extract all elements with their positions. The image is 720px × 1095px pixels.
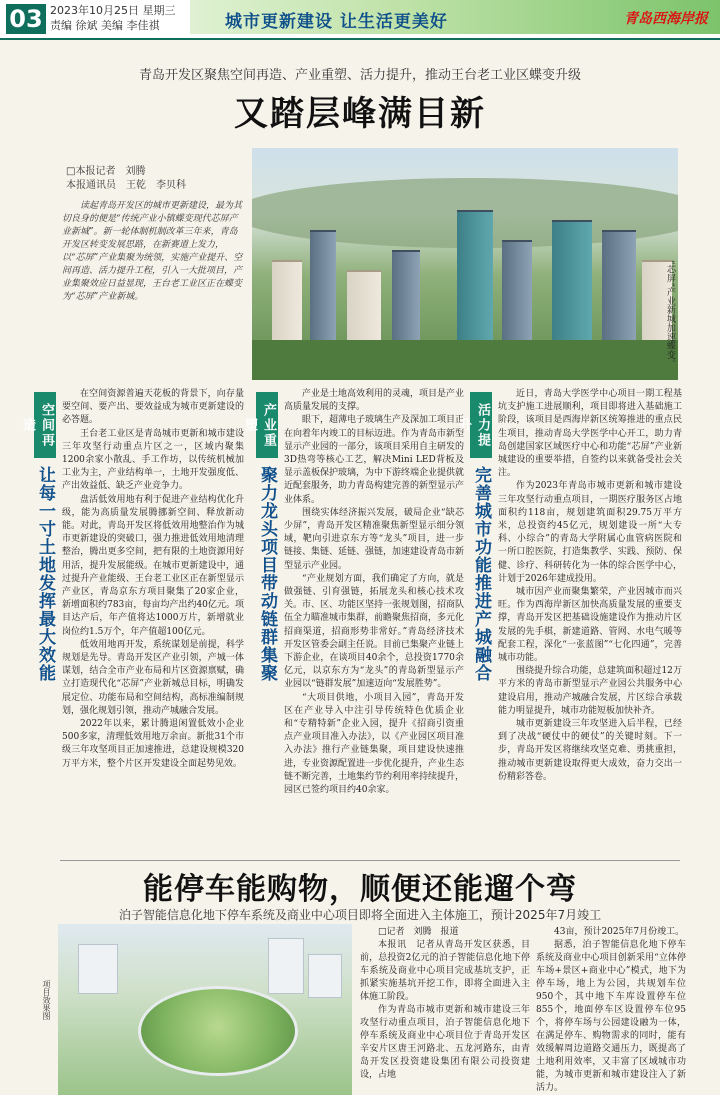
render-caption: 项目效果图 (42, 980, 51, 1020)
photo-greenery (252, 340, 678, 380)
render-building (78, 944, 118, 994)
paragraph: “大项目供地，小项目入园”，青岛开发区在产业导入中注引导传统特色优质企业和“专精特新”企业入园，提升《招商引资重点产业项目准入办法》，以《产业园区项目准入办法》推行产业链集聚，项目建设快速推进，专业资源配置进一步优化提升，产业生态链不断完善，土地集约节约利用率持续提升，园区已签约项目约40余家。 (284, 692, 464, 796)
paragraph: 城市因产业而聚集繁荣，产业因城市而兴旺。作为西海岸新区加快高质量发展的重要支撑，青岛开发区把基础设施建设作为推动片区发展的先手棋，新建道路、管网、水电气暖等配套工程，深化“一张蓝图”“七化四通”，完善城市功能。 (498, 587, 682, 664)
byline-correspondents: 本报通讯员 王乾 李贝科 (66, 180, 186, 191)
section-slogan: 城市更新建设 让生活更美好 (225, 12, 448, 32)
masthead (0, 0, 720, 40)
paragraph: 低效用地再开发，系统谋划是前提，科学规划是先导。青岛开发区产业引领，产城一体谋划，结合全市产业布局和片区资源禀赋，确立打造现代化“芯屏”产业新城总目标，明确发展定位、功能布局和空间结构，高标准编制规划，强化规划引领，推动产城融合发展。 (62, 639, 244, 716)
paragraph: 近日，青岛大学医学中心项目一期工程基坑支护施工进展顺利，项目即将进入基础施工阶段，该项目是西海岸新区统筹推进的重点民生项目，推动青岛大学医学中心开工，助力青岛创建国家区域医疗中心和功能“芯屏”产业新城建设的重要举措，自签约以来就备受社会关注。 (498, 389, 682, 479)
paragraph: 产业是土地高效利用的灵魂，项目是产业高质量发展的支撑。 (284, 389, 464, 413)
article-kicker: 青岛开发区聚焦空间再造、产业重塑、活力提升，推动王台老工业区蝶变升级 (138, 68, 581, 83)
render-building (268, 938, 304, 994)
paragraph: 王台老工业区是青岛城市更新和城市建设三年攻坚行动重点片区之一，区域内聚集1200余家小散乱、手工作坊，以传统机械加工业为主，产业结构单一，土地开发强度低、产出效益低、缺乏产业竞争力。 (62, 428, 244, 492)
article-divider (60, 860, 680, 861)
date-line: 2023年10月25日 星期三 (50, 4, 176, 17)
paragraph: 据悉，泊子智能信息化地下停车系统及商业中心项目创新采用“立体停车场+景区+商业中心”模式，地下为停车场，地上为公园，共规划车位950个，其中地下车库设置停车位855个，地面停车区设置停车位95个，将停车场与公园建设融为一体，在满足停车、购物需求的同时，能有效缓解周边道路交通压力，既提高了土地利用效率，又丰富了区域城市功能，为城市更新和城市建设注入了新活力。 (536, 940, 686, 1092)
paragraph: 围绕实体经济振兴发展，破局企业“缺芯少屏”，青岛开发区精准聚焦新型显示细分领域，靶向引进京东方等“龙头”项目，进一步链接、集链、延链、强链，加速建设青岛市新型显示产业园。 (284, 507, 464, 571)
editors-line: 责编 徐斌 美编 李佳祺 (50, 19, 160, 32)
article2-column-2 (536, 926, 686, 1092)
article2-byline: □记者 刘腾 报道 (378, 927, 459, 937)
article-byline (66, 165, 186, 193)
paragraph: 43亩，预计2025年7月份竣工。 (554, 927, 685, 937)
article2-deck: 泊子智能信息化地下停车系统及商业中心项目即将全面进入主体施工，预计2025年7月竣工 (118, 908, 602, 922)
column-industry (284, 388, 464, 854)
paragraph: 盘活低效用地有利于促进产业结构优化升级，能为高质量发展腾挪新空间、释放新动能。对此，青岛开发区将低效用地整治作为城市更新建设的突破口，强力推进低效用地清理整治，腾出更多空间，把有限的土地资源用好用活，提升发展能级。在城市更新建设中，通过提升产业能级、王台老工业区正在新型显示产业区，青岛京东方项目聚集了20家企业，新增面积约783亩，每亩均产出约40亿元。项目达产后，年产值将达1000万片，新增就业岗位约1.5万个，年产值超100亿元。 (62, 494, 244, 637)
paragraph: 作为青岛市城市更新和城市建设三年攻坚行动重点项目，泊子智能信息化地下停车系统及商业中心项目位于青岛开发区辛安片区唐王河路北、五龙河路东，由青岛开发区投资建设集团有限公司投资建设，占地 (360, 1005, 530, 1080)
paragraph: 本报讯 记者从青岛开发区获悉，目前，总投资2亿元的泊子智能信息化地下停车系统及商业中心项目完成基坑支护，正抓紧实施基坑开挖工作，即将全面进入主体施工阶段。 (360, 940, 530, 1002)
project-rendering (58, 924, 352, 1095)
page-number: 03 (6, 4, 46, 34)
paragraph: 在空间资源普遍天花板的背景下，向存量要空间、要产出、要效益成为城市更新建设的必答题。 (62, 389, 244, 426)
byline-reporter: □本报记者 刘腾 (66, 166, 146, 177)
article-headline: 又踏层峰满目新 (234, 94, 486, 134)
render-green-dome (138, 986, 298, 1076)
subhead-industry: 聚力龙头项目带动链群集聚 (257, 466, 277, 682)
newspaper-brand: 青岛西海岸报 (624, 11, 708, 27)
paragraph: 眼下，超薄电子玻璃生产及深加工项目正在向着年内竣工的目标迈进。作为青岛市新型显示产业园的一部分，该项目采用自主研发的3D热弯等核心工艺，解决Mini LED背板及显示盖板保护玻璃，为中下游终端企业提供就近配套服务，助力青岛构建完善的新型显示产业体系。 (284, 415, 464, 505)
photo-caption: “芯屏”产业新城加速蝶变。 (665, 260, 675, 369)
masthead-divider (0, 38, 720, 40)
masthead-meta (50, 3, 176, 33)
article2-headline: 能停车能购物，顺便还能遛个弯 (143, 872, 577, 907)
column-vitality (498, 388, 682, 854)
paragraph: 围绕提升综合功能，总建筑面积超过12万平方米的青岛市新型显示产业园公共服务中心建设启用，推动产城融合发展，片区综合承载能力明显提升，城市功能短板加快补齐。 (498, 666, 682, 716)
paragraph: 作为2023年青岛市城市更新和城市建设三年攻坚行动重点项目，一期医疗服务区占地面积约118亩，规划建筑面积29.75万平方米，总投资约45亿元，规划建设一所“大专科、小综合”的青岛大学附属心血管病医院和一所口腔医院，打造集教学、实践、预防、保健、诊疗、科研转化为一体的综合医学中心，计划于2026年建成投用。 (498, 481, 682, 584)
column-space (62, 388, 244, 854)
section-tag-space: 空间再造 (34, 392, 56, 458)
paragraph: 城市更新建设三年攻坚进入后半程，已经到了决战“硬仗中的硬仗”的关键时刻。下一步，青岛开发区将继续攻坚克难、勇挑重担，推动城市更新建设取得更大成效，奋力交出一份精彩答卷。 (498, 719, 682, 782)
section-tag-industry: 产业重塑 (256, 392, 278, 458)
subhead-space: 让每一寸土地发挥最大效能 (35, 466, 55, 682)
section-tag-vitality: 活力提升 (470, 392, 492, 458)
paragraph: “产业规划方面，我们确定了方向，就是做强链、引育强链，拓展龙头和核心技术攻关。市、区、功能区坚持一张规划图，招商队伍全力瞄准城市集群，前瞻聚焦招商，多元化招商渠道，招商形势非常好。”青岛经济技术开发区管委会副主任说。目前已集聚产业链上下游企业，在谈项目40余个，总投资1770余亿元，以京东方为“龙头”的青岛新型显示产业园以“链群发展”加速迈向“发展胜势”。 (284, 573, 464, 690)
render-building (308, 954, 342, 998)
subhead-vitality: 完善城市功能推进产城融合 (471, 466, 491, 682)
city-photo (252, 148, 678, 380)
article-lede: 读起青岛开发区的城市更新建设，最为其切良身的便是“传统产业小镇蝶变现代芯屏产业新城”。新一轮体制机制改革三年来，青岛开发区转变发展思路，在新赛道上发力，以“芯屏”产业集聚为统领，实施产业提升、空间再造、活力提升工程，引入一大批项目，产业集聚效应日益显现，王台老工业区正在蝶变为“芯屏”产业新城。 (62, 201, 243, 302)
article2-column-1 (360, 926, 530, 1092)
paragraph: 2022年以来，累计腾退闲置低效小企业500多家，清理低效用地万余亩。新批31个市级三年攻坚项目正加速推进，总建设规模320万平方米，整个片区开发建设全面起势见效。 (62, 719, 244, 769)
